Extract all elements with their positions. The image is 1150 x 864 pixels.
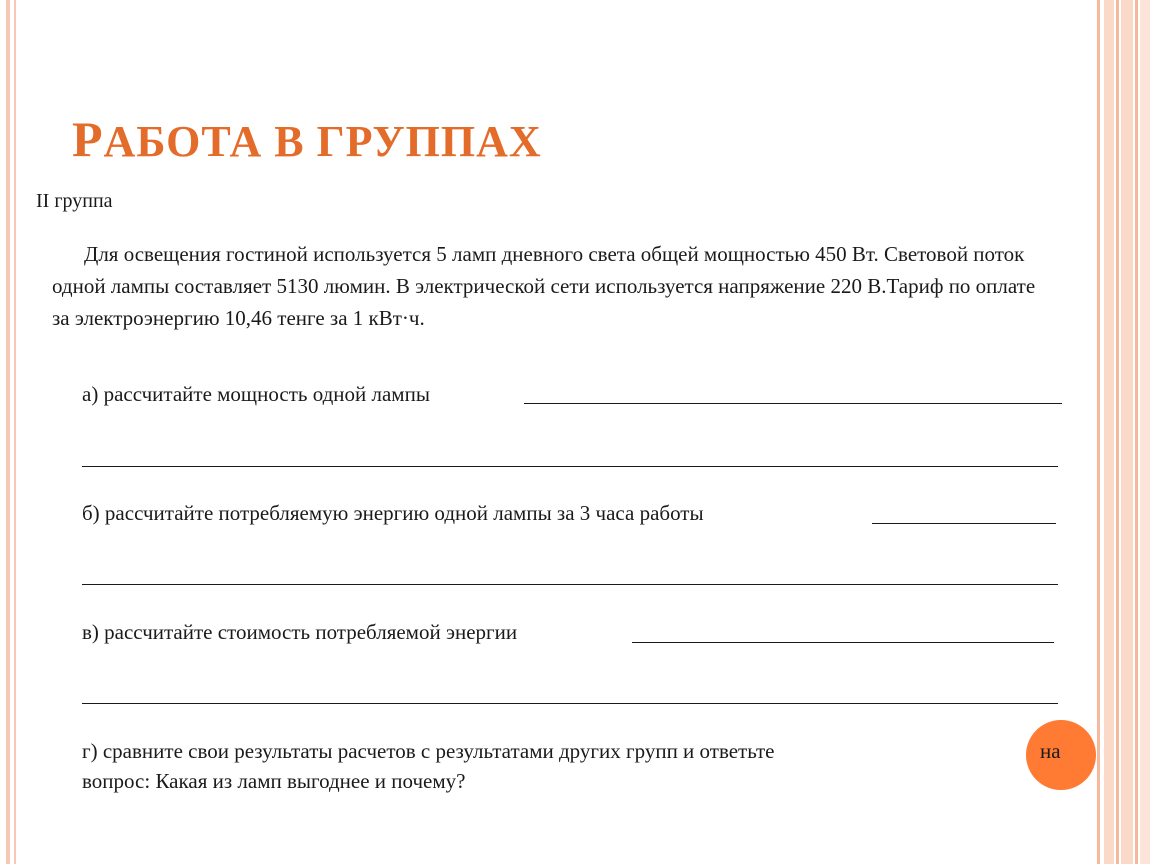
- group-label: II группа: [36, 190, 113, 212]
- answer-line-b2[interactable]: [82, 584, 1058, 585]
- answer-line-c2[interactable]: [82, 703, 1058, 704]
- right-stripe-3: [1116, 0, 1119, 864]
- task-b: б) рассчитайте потребляемую энергию одной лампы за 3 часа работы: [82, 501, 704, 525]
- task-d: [82, 736, 1062, 796]
- task-d-tail: вопрос: Какая из ламп выгоднее и почему?: [82, 769, 466, 793]
- task-d-circle-word: на: [1040, 739, 1061, 763]
- title-rest: АБОТА В ГРУППАХ: [103, 117, 542, 166]
- task-c: в) рассчитайте стоимость потребляемой энергии: [82, 620, 518, 644]
- answer-line-c1[interactable]: [632, 642, 1054, 643]
- left-border-inner: [14, 0, 16, 864]
- problem-text: Для освещения гостиной используется 5 ламп дневного света общей мощностью 450 Вт. Световой поток одной лампы составляет 5130 люмин. В электрической сети используется напряжение 220 В.Тариф по оплате за электроэнергию 10,46 тенге за 1 кВт·ч.: [52, 242, 1036, 330]
- slide-title: [72, 112, 542, 167]
- right-stripe-1: [1097, 0, 1100, 864]
- title-first-letter: Р: [72, 111, 104, 167]
- answer-line-a2[interactable]: [82, 466, 1058, 467]
- answer-line-b1[interactable]: [872, 523, 1056, 524]
- right-stripe-6: [1140, 0, 1150, 864]
- left-border-outer: [6, 0, 10, 864]
- right-stripe-2: [1104, 0, 1114, 864]
- problem-statement: [52, 238, 1052, 334]
- right-stripe-5: [1135, 0, 1138, 864]
- task-a: а) рассчитайте мощность одной лампы: [82, 382, 430, 406]
- right-stripe-4: [1121, 0, 1133, 864]
- answer-line-a1[interactable]: [524, 403, 1062, 404]
- task-d-main: г) сравните свои результаты расчетов с результатами других групп и ответьте: [82, 739, 775, 763]
